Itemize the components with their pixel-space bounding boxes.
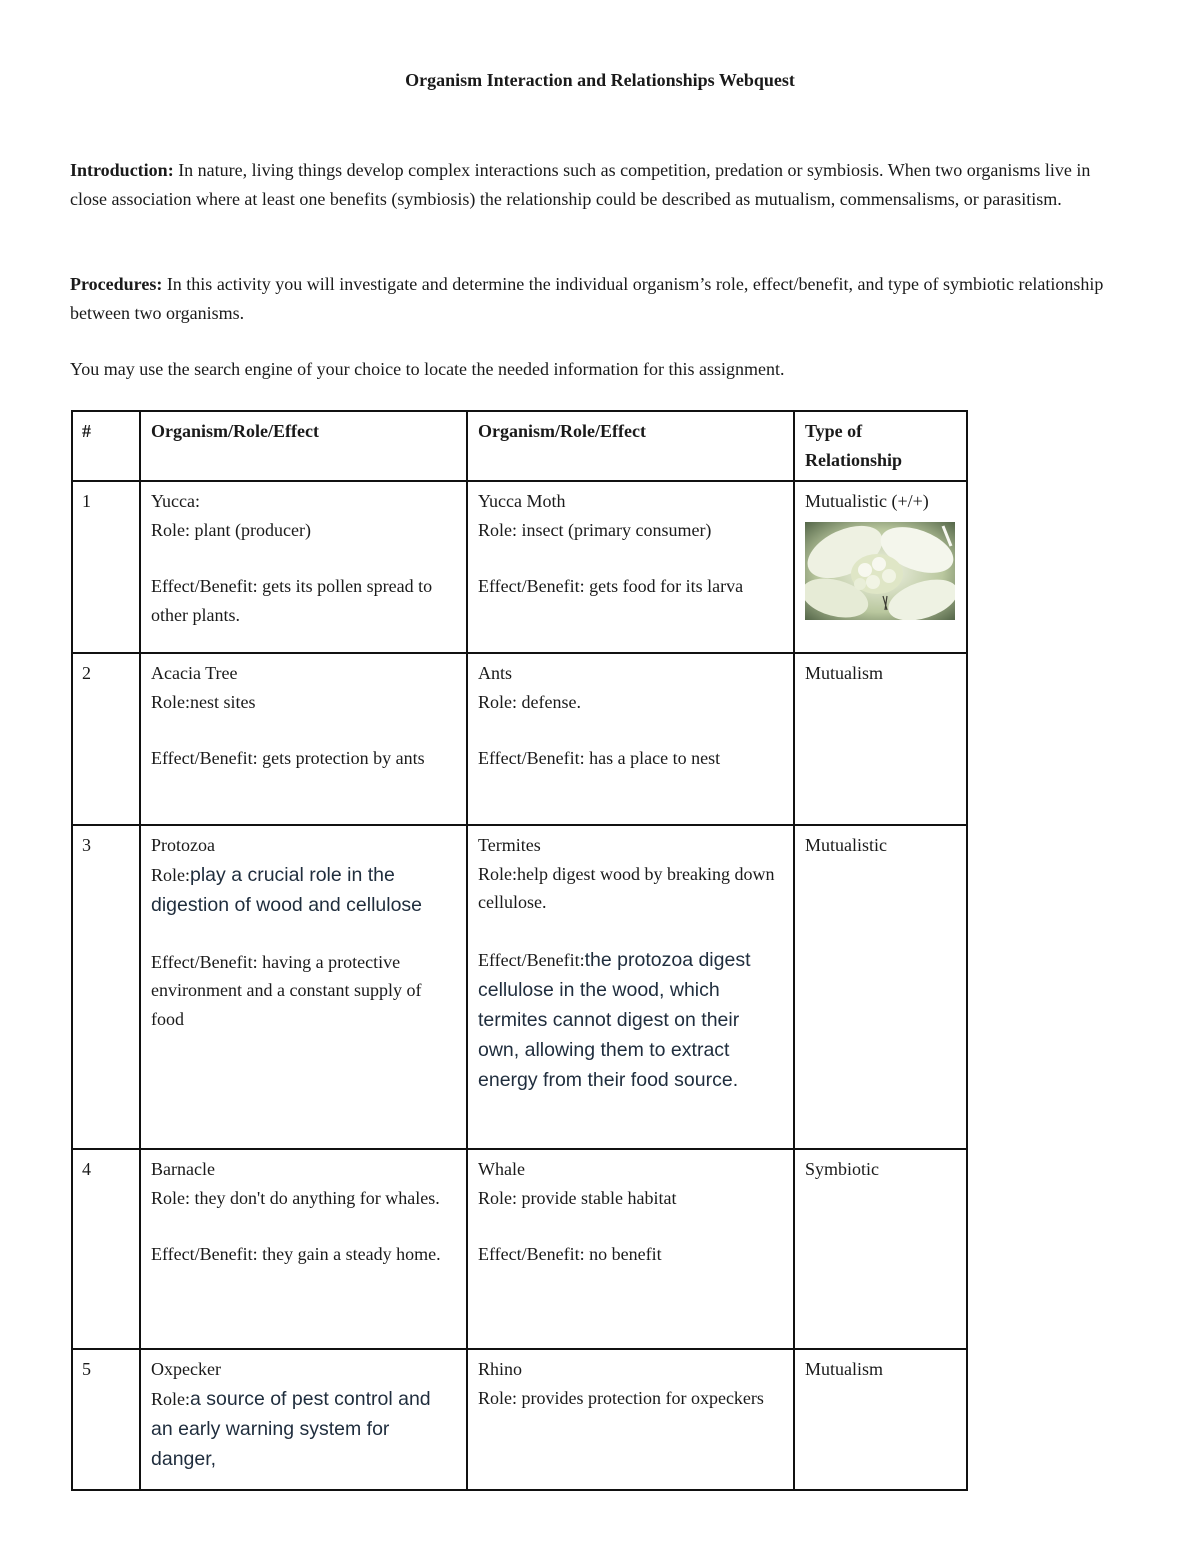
organism-b-cell <box>467 653 794 825</box>
relationship-type: Mutualistic <box>805 835 887 855</box>
row-number: 5 <box>72 1349 140 1490</box>
organism-a-effect: Effect/Benefit: they gain a steady home. <box>151 1244 441 1264</box>
organism-b-name: Yucca Moth <box>478 491 566 511</box>
organism-b-name: Whale <box>478 1159 525 1179</box>
row-number: 3 <box>72 825 140 1149</box>
search-note: You may use the search engine of your choice to locate the needed information for this assignment. <box>70 359 785 379</box>
header-type: Type of Relationship <box>794 411 967 481</box>
organism-a-role <box>151 860 456 920</box>
relationship-type-cell <box>794 1349 967 1490</box>
organism-a-name: Protozoa <box>151 835 215 855</box>
organism-a-role <box>151 1384 456 1474</box>
table-row <box>72 1149 967 1349</box>
relationship-type: Symbiotic <box>805 1159 880 1179</box>
role-label: Role: <box>151 1388 190 1409</box>
organism-a-name: Acacia Tree <box>151 663 238 683</box>
organism-b-name: Termites <box>478 835 541 855</box>
header-organism-a: Organism/Role/Effect <box>140 411 467 481</box>
relationships-table <box>71 410 968 1491</box>
organism-a-cell <box>140 825 467 1149</box>
organism-a-role: Role: they don't do anything for whales. <box>151 1187 440 1208</box>
organism-b-cell <box>467 1349 794 1490</box>
organism-b-effect: Effect/Benefit: has a place to nest <box>478 748 721 768</box>
organism-b-effect: Effect/Benefit: gets food for its larva <box>478 576 744 596</box>
document-title: Organism Interaction and Relationships Webquest <box>405 70 795 90</box>
effect-text: the protozoa digest cellulose in the wood, which termites cannot digest on their own, allowing them to extract energy from their food source. <box>478 948 751 1091</box>
procedures-paragraph <box>70 270 1130 327</box>
table-row <box>72 1349 967 1490</box>
table-row <box>72 481 967 653</box>
relationship-type: Mutualistic (+/+) <box>805 491 929 511</box>
organism-a-effect: Effect/Benefit: having a protective environment and a constant supply of food <box>151 951 422 1029</box>
relationship-type-cell <box>794 653 967 825</box>
organism-a-name: Oxpecker <box>151 1359 221 1379</box>
organism-b-role: Role: insect (primary consumer) <box>478 519 712 540</box>
relationship-type: Mutualism <box>805 1359 884 1379</box>
organism-a-role: Role: plant (producer) <box>151 519 311 540</box>
header-organism-b: Organism/Role/Effect <box>467 411 794 481</box>
introduction-text: In nature, living things develop complex interactions such as competition, predation or symbiosis. When two organisms live in close association where at least one benefits (symbiosis) the relationship could be described as mutualism, commensalisms, or parasitism. <box>70 160 1091 209</box>
organism-b-effect: Effect/Benefit: no benefit <box>478 1244 662 1264</box>
relationship-type: Mutualism <box>805 663 884 683</box>
organism-b-name: Ants <box>478 663 513 683</box>
introduction-paragraph <box>70 156 1130 213</box>
relationship-type-cell <box>794 481 967 653</box>
relationship-type-cell <box>794 1149 967 1349</box>
organism-a-role: Role:nest sites <box>151 691 256 712</box>
organism-a-cell <box>140 653 467 825</box>
organism-b-cell <box>467 825 794 1149</box>
organism-b-role: Role: defense. <box>478 691 581 712</box>
header-number: # <box>72 411 140 481</box>
introduction-label: Introduction: <box>70 160 174 180</box>
table-row <box>72 825 967 1149</box>
procedures-label: Procedures: <box>70 274 163 294</box>
role-text: a source of pest control and an early warning system for danger, <box>151 1387 431 1470</box>
role-text: play a crucial role in the digestion of wood and cellulose <box>151 863 423 916</box>
relationship-type-cell <box>794 825 967 1149</box>
organism-a-name: Barnacle <box>151 1159 215 1179</box>
organism-b-effect <box>478 945 783 1095</box>
yucca-flower-image <box>805 522 955 620</box>
role-label: Role: <box>151 864 190 885</box>
organism-a-effect: Effect/Benefit: gets protection by ants <box>151 748 425 768</box>
organism-b-name: Rhino <box>478 1359 523 1379</box>
row-number: 1 <box>72 481 140 653</box>
row-number: 2 <box>72 653 140 825</box>
procedures-text: In this activity you will investigate and determine the individual organism’s role, effect/benefit, and type of symbiotic relationship between two organisms. <box>70 274 1104 323</box>
table-header-row <box>72 411 967 481</box>
table-row <box>72 653 967 825</box>
organism-b-cell <box>467 1149 794 1349</box>
organism-a-cell <box>140 481 467 653</box>
organism-b-role: Role: provide stable habitat <box>478 1187 677 1208</box>
organism-a-cell <box>140 1149 467 1349</box>
organism-b-role: Role:help digest wood by breaking down cellulose. <box>478 863 775 912</box>
effect-label: Effect/Benefit: <box>478 949 585 970</box>
organism-a-effect: Effect/Benefit: gets its pollen spread to other plants. <box>151 576 433 625</box>
organism-b-role: Role: provides protection for oxpeckers <box>478 1387 764 1408</box>
row-number: 4 <box>72 1149 140 1349</box>
organism-a-cell <box>140 1349 467 1490</box>
organism-a-name: Yucca: <box>151 491 200 511</box>
organism-b-cell <box>467 481 794 653</box>
